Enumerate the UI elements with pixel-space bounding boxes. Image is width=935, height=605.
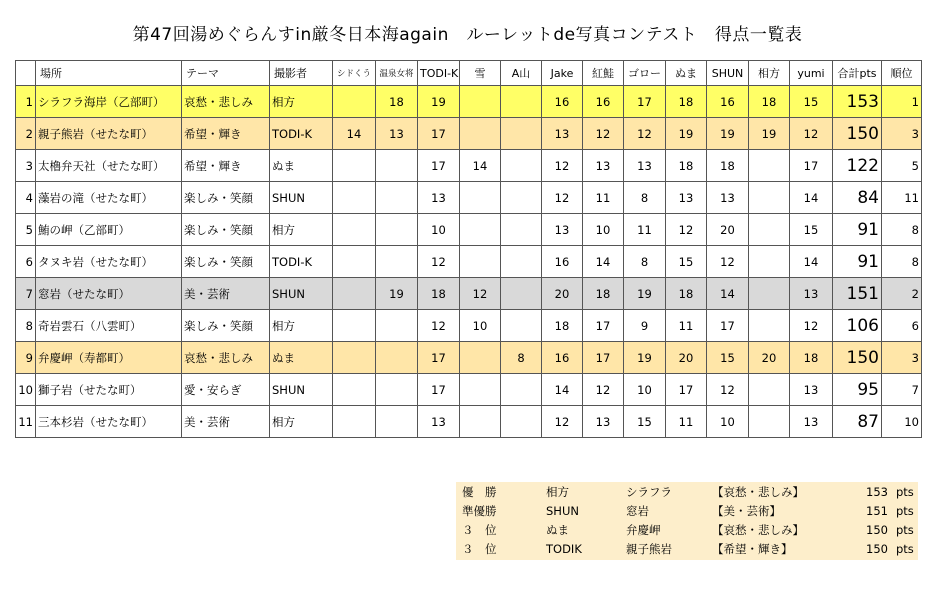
table-row	[16, 406, 922, 438]
row-score	[749, 374, 790, 406]
row-number: 7	[16, 278, 36, 310]
row-score: 14	[333, 118, 376, 150]
row-score	[376, 374, 418, 406]
row-score: 8	[624, 182, 666, 214]
header-judge: 紅鮭	[583, 61, 624, 86]
table-row	[16, 150, 922, 182]
row-score: 13	[583, 150, 624, 182]
row-score	[333, 406, 376, 438]
row-score: 10	[583, 214, 624, 246]
row-score: 18	[418, 278, 460, 310]
row-score: 17	[418, 118, 460, 150]
summary-theme: 【希望・輝き】	[712, 541, 793, 556]
row-score	[749, 278, 790, 310]
row-score: 17	[418, 150, 460, 182]
row-score	[501, 118, 542, 150]
row-score: 14	[790, 182, 833, 214]
row-score	[501, 278, 542, 310]
row-score: 13	[418, 406, 460, 438]
row-score: 17	[418, 342, 460, 374]
row-place: 藻岩の滝（せたな町）	[36, 182, 182, 214]
row-score: 12	[542, 182, 583, 214]
row-theme: 美・芸術	[182, 406, 270, 438]
header-judge: yumi	[790, 61, 833, 86]
summary-theme: 【美・芸術】	[712, 503, 781, 518]
summary-photographer: SHUN	[546, 503, 579, 518]
row-rank: 1	[882, 86, 922, 118]
row-rank: 8	[882, 214, 922, 246]
row-theme: 希望・輝き	[182, 118, 270, 150]
summary-total: 150	[866, 522, 888, 537]
summary-place: 親子熊岩	[626, 541, 672, 556]
summary-place: 窓岩	[626, 503, 649, 518]
row-score: 13	[418, 182, 460, 214]
row-score	[333, 86, 376, 118]
row-total: 151	[833, 278, 882, 310]
row-score: 18	[666, 150, 707, 182]
summary-photographer: 相方	[546, 484, 569, 499]
row-score: 12	[460, 278, 501, 310]
summary-place: 弁慶岬	[626, 522, 661, 537]
row-score	[460, 182, 501, 214]
row-place: 鮪の岬（乙部町）	[36, 214, 182, 246]
row-total: 150	[833, 342, 882, 374]
summary-total: 153	[866, 484, 888, 499]
row-photographer: TODI-K	[270, 246, 333, 278]
row-score: 12	[707, 374, 749, 406]
row-score: 11	[666, 406, 707, 438]
row-score	[376, 246, 418, 278]
row-score: 20	[707, 214, 749, 246]
row-score: 10	[460, 310, 501, 342]
row-score	[333, 246, 376, 278]
row-score: 12	[418, 310, 460, 342]
row-rank: 11	[882, 182, 922, 214]
table-row	[16, 182, 922, 214]
row-score: 17	[418, 374, 460, 406]
summary-unit: pts	[896, 503, 914, 518]
row-score: 17	[790, 150, 833, 182]
row-score: 17	[707, 310, 749, 342]
row-score: 18	[376, 86, 418, 118]
row-rank: 5	[882, 150, 922, 182]
table-row	[16, 214, 922, 246]
row-score	[333, 374, 376, 406]
row-place: 親子熊岩（せたな町）	[36, 118, 182, 150]
row-score: 13	[624, 150, 666, 182]
row-score: 12	[666, 214, 707, 246]
header-theme: テーマ	[182, 61, 270, 86]
row-score: 17	[666, 374, 707, 406]
row-score: 11	[624, 214, 666, 246]
row-theme: 哀愁・悲しみ	[182, 86, 270, 118]
table-row	[16, 342, 922, 374]
row-score: 17	[583, 342, 624, 374]
row-score	[501, 86, 542, 118]
table-row	[16, 278, 922, 310]
row-rank: 3	[882, 342, 922, 374]
header-judge: ぬま	[666, 61, 707, 86]
row-photographer: 相方	[270, 310, 333, 342]
row-total: 91	[833, 214, 882, 246]
summary-photographer: TODIK	[546, 541, 582, 556]
row-place: シラフラ海岸（乙部町）	[36, 86, 182, 118]
row-theme: 楽しみ・笑顔	[182, 310, 270, 342]
summary-total: 151	[866, 503, 888, 518]
header-rank: 順位	[882, 61, 922, 86]
row-score	[501, 150, 542, 182]
row-score: 18	[749, 86, 790, 118]
row-score: 17	[583, 310, 624, 342]
row-photographer: SHUN	[270, 374, 333, 406]
row-score: 18	[666, 86, 707, 118]
row-score: 19	[624, 278, 666, 310]
row-number: 11	[16, 406, 36, 438]
header-judge: 温泉女将	[376, 61, 418, 86]
row-theme: 楽しみ・笑顔	[182, 182, 270, 214]
row-photographer: SHUN	[270, 182, 333, 214]
row-score	[376, 182, 418, 214]
row-photographer: 相方	[270, 406, 333, 438]
row-place: タヌキ岩（せたな町）	[36, 246, 182, 278]
summary-theme: 【哀愁・悲しみ】	[712, 484, 804, 499]
header-judge: TODI-K	[418, 61, 460, 86]
row-score	[501, 310, 542, 342]
row-score: 15	[666, 246, 707, 278]
row-score	[376, 342, 418, 374]
row-score: 13	[790, 374, 833, 406]
row-score: 15	[790, 214, 833, 246]
summary-rank: ３ 位	[462, 541, 497, 556]
row-score: 12	[790, 310, 833, 342]
summary-row	[456, 539, 918, 558]
row-score: 10	[707, 406, 749, 438]
row-score: 12	[707, 246, 749, 278]
row-place: 弁慶岬（寿都町）	[36, 342, 182, 374]
header-photographer: 撮影者	[270, 61, 333, 86]
row-photographer: ぬま	[270, 342, 333, 374]
row-score: 14	[707, 278, 749, 310]
row-number: 6	[16, 246, 36, 278]
row-score: 11	[666, 310, 707, 342]
summary-unit: pts	[896, 541, 914, 556]
row-place: 奇岩雲石（八雲町）	[36, 310, 182, 342]
header-row	[16, 61, 922, 86]
row-score: 18	[666, 278, 707, 310]
row-score: 13	[542, 118, 583, 150]
row-score: 13	[376, 118, 418, 150]
row-place: 窓岩（せたな町）	[36, 278, 182, 310]
row-number: 9	[16, 342, 36, 374]
row-score: 20	[666, 342, 707, 374]
row-score	[749, 310, 790, 342]
row-score	[333, 150, 376, 182]
row-score: 19	[376, 278, 418, 310]
header-judge: 雪	[460, 61, 501, 86]
row-photographer: 相方	[270, 86, 333, 118]
row-score: 12	[418, 246, 460, 278]
row-photographer: 相方	[270, 214, 333, 246]
row-score: 13	[583, 406, 624, 438]
row-score: 12	[583, 374, 624, 406]
row-total: 150	[833, 118, 882, 150]
row-score: 14	[460, 150, 501, 182]
row-score	[460, 246, 501, 278]
row-score	[501, 182, 542, 214]
row-score: 20	[542, 278, 583, 310]
summary-rank: ３ 位	[462, 522, 497, 537]
row-score: 14	[583, 246, 624, 278]
row-rank: 3	[882, 118, 922, 150]
row-score: 14	[790, 246, 833, 278]
row-score: 12	[790, 118, 833, 150]
row-score: 15	[707, 342, 749, 374]
row-score	[501, 374, 542, 406]
row-score	[460, 406, 501, 438]
row-place: 三本杉岩（せたな町）	[36, 406, 182, 438]
row-place: 獅子岩（せたな町）	[36, 374, 182, 406]
row-photographer: SHUN	[270, 278, 333, 310]
row-total: 153	[833, 86, 882, 118]
row-score: 19	[624, 342, 666, 374]
header-place: 場所	[36, 61, 182, 86]
row-place: 太櫓弁天社（せたな町）	[36, 150, 182, 182]
summary-theme: 【哀愁・悲しみ】	[712, 522, 804, 537]
header-judge: SHUN	[707, 61, 749, 86]
row-score: 11	[583, 182, 624, 214]
row-photographer: ぬま	[270, 150, 333, 182]
summary-row	[456, 501, 918, 520]
summary-row	[456, 482, 918, 501]
header-judge: 相方	[749, 61, 790, 86]
row-score: 10	[418, 214, 460, 246]
row-score	[460, 374, 501, 406]
header-judge: Jake	[542, 61, 583, 86]
row-theme: 楽しみ・笑顔	[182, 214, 270, 246]
row-score	[333, 214, 376, 246]
summary-unit: pts	[896, 484, 914, 499]
row-score: 13	[790, 278, 833, 310]
row-theme: 美・芸術	[182, 278, 270, 310]
row-total: 122	[833, 150, 882, 182]
summary-place: シラフラ	[626, 484, 672, 499]
row-rank: 6	[882, 310, 922, 342]
summary-rank: 準優勝	[462, 503, 497, 518]
row-number: 3	[16, 150, 36, 182]
row-score	[333, 278, 376, 310]
row-score: 12	[583, 118, 624, 150]
row-score: 18	[583, 278, 624, 310]
summary-row	[456, 520, 918, 539]
row-score: 17	[624, 86, 666, 118]
row-total: 87	[833, 406, 882, 438]
row-total: 91	[833, 246, 882, 278]
row-score: 10	[624, 374, 666, 406]
row-number: 2	[16, 118, 36, 150]
header-judge: A山	[501, 61, 542, 86]
row-theme: 楽しみ・笑顔	[182, 246, 270, 278]
row-rank: 2	[882, 278, 922, 310]
summary-total: 150	[866, 541, 888, 556]
row-number: 8	[16, 310, 36, 342]
score-table	[15, 60, 922, 438]
results-summary	[456, 482, 918, 560]
row-score: 13	[542, 214, 583, 246]
row-score: 15	[790, 86, 833, 118]
row-rank: 8	[882, 246, 922, 278]
row-score	[376, 406, 418, 438]
row-score: 18	[790, 342, 833, 374]
score-table-body	[16, 86, 922, 438]
row-score: 12	[624, 118, 666, 150]
summary-rank: 優 勝	[462, 484, 497, 499]
table-row	[16, 246, 922, 278]
row-score	[501, 214, 542, 246]
row-score: 16	[583, 86, 624, 118]
row-score: 13	[666, 182, 707, 214]
row-rank: 10	[882, 406, 922, 438]
row-score	[749, 214, 790, 246]
row-score: 16	[542, 342, 583, 374]
row-score: 12	[542, 406, 583, 438]
row-score: 19	[418, 86, 460, 118]
row-score: 12	[542, 150, 583, 182]
row-score	[376, 310, 418, 342]
row-score	[749, 150, 790, 182]
header-no	[16, 61, 36, 86]
row-score: 14	[542, 374, 583, 406]
row-score: 16	[707, 86, 749, 118]
row-score	[333, 310, 376, 342]
header-judge: ゴロー	[624, 61, 666, 86]
row-score	[460, 86, 501, 118]
row-score	[460, 214, 501, 246]
table-row	[16, 374, 922, 406]
row-number: 5	[16, 214, 36, 246]
row-score: 19	[707, 118, 749, 150]
summary-photographer: ぬま	[546, 522, 569, 537]
header-judge: シドくう	[333, 61, 376, 86]
row-score	[376, 150, 418, 182]
row-score: 18	[707, 150, 749, 182]
row-score	[460, 118, 501, 150]
row-total: 106	[833, 310, 882, 342]
header-total: 合計pts	[833, 61, 882, 86]
row-theme: 哀愁・悲しみ	[182, 342, 270, 374]
row-score	[376, 214, 418, 246]
row-score	[749, 406, 790, 438]
row-score: 15	[624, 406, 666, 438]
row-score	[749, 182, 790, 214]
row-score: 18	[542, 310, 583, 342]
row-theme: 希望・輝き	[182, 150, 270, 182]
row-score	[333, 342, 376, 374]
row-rank: 7	[882, 374, 922, 406]
row-score: 16	[542, 86, 583, 118]
row-number: 1	[16, 86, 36, 118]
row-score: 8	[501, 342, 542, 374]
summary-unit: pts	[896, 522, 914, 537]
row-score: 19	[749, 118, 790, 150]
row-score: 9	[624, 310, 666, 342]
row-score: 16	[542, 246, 583, 278]
row-score: 19	[666, 118, 707, 150]
row-score	[749, 246, 790, 278]
row-photographer: TODI-K	[270, 118, 333, 150]
table-row	[16, 310, 922, 342]
table-row	[16, 118, 922, 150]
row-score	[501, 246, 542, 278]
row-number: 10	[16, 374, 36, 406]
row-number: 4	[16, 182, 36, 214]
row-score: 20	[749, 342, 790, 374]
row-total: 95	[833, 374, 882, 406]
row-total: 84	[833, 182, 882, 214]
row-score	[460, 342, 501, 374]
page-title: 第47回湯めぐらんすin厳冬日本海again ルーレットde写真コンテスト 得点一覧表	[132, 25, 803, 45]
row-theme: 愛・安らぎ	[182, 374, 270, 406]
row-score	[333, 182, 376, 214]
table-row	[16, 86, 922, 118]
results-summary-body	[456, 482, 918, 558]
row-score: 8	[624, 246, 666, 278]
row-score: 13	[790, 406, 833, 438]
row-score	[501, 406, 542, 438]
row-score: 13	[707, 182, 749, 214]
